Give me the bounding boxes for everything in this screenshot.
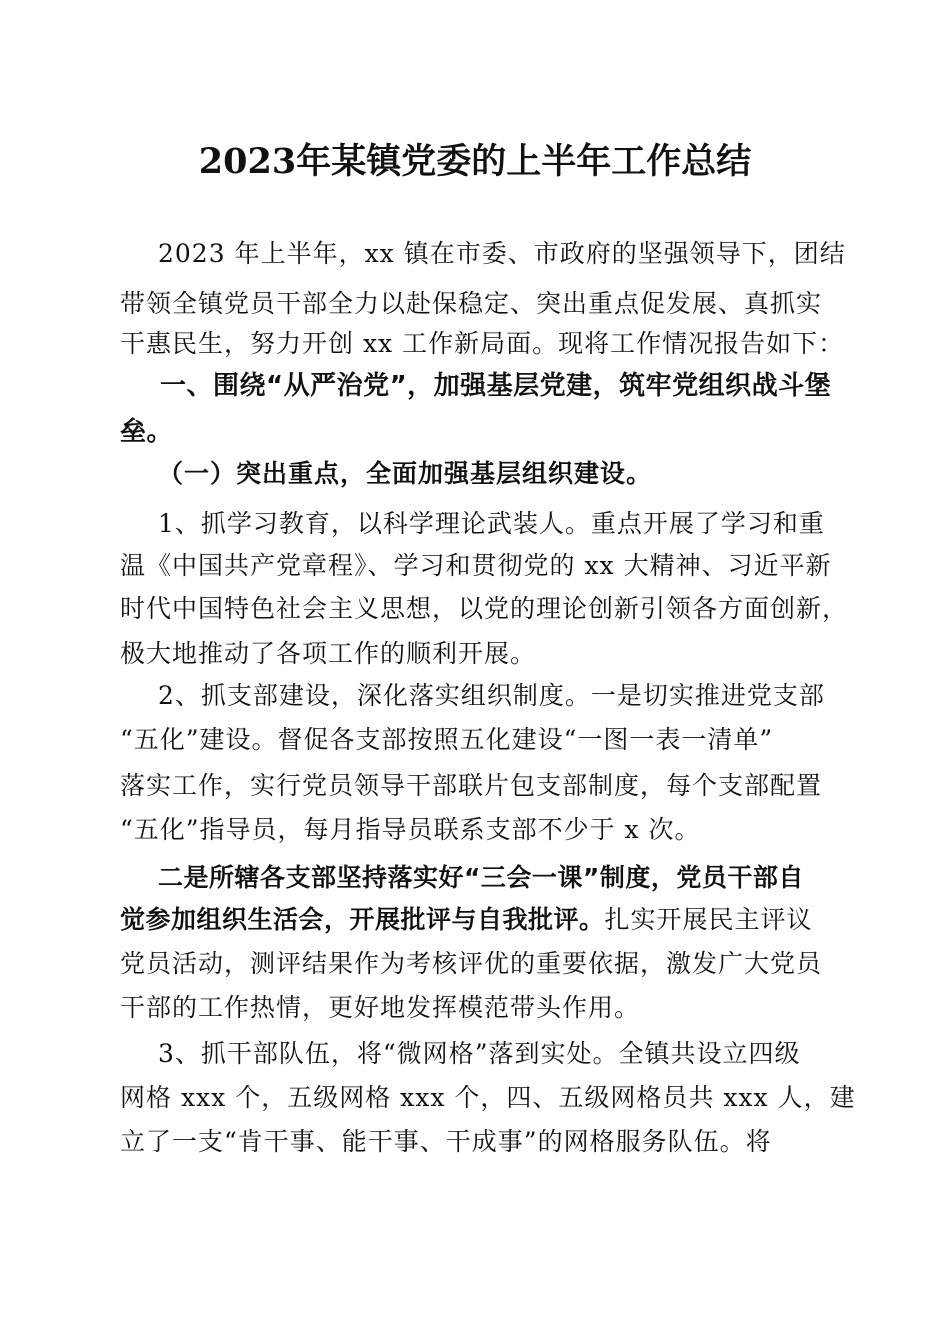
- paragraph-2-line-2: “五化”建设。督促各支部按照五化建设“一图一表一清单”: [120, 725, 774, 754]
- paragraph-line-3: 干惠民生，努力开创 xx 工作新局面。现将工作情况报告如下：: [120, 329, 845, 358]
- paragraph-1-line-4: 极大地推动了各项工作的顺利开展。: [120, 639, 537, 668]
- section-heading-line-2: 垒。: [120, 417, 174, 447]
- paragraph-1-line-3: 时代中国特色社会主义思想，以党的理论创新引领各方面创新，: [120, 594, 849, 623]
- paragraph-3-line-2: [120, 902, 950, 938]
- paragraph-3-line-1: 二是所辖各支部坚持落实好“三会一课”制度，党员干部自: [158, 863, 804, 892]
- paragraph-3-line-2-bold: 觉参加组织生活会，开展批评与自我批评。: [120, 905, 605, 934]
- paragraph-4-line-1: 3、抓干部队伍，将“微网格”落到实处。全镇共设立四级: [158, 1039, 801, 1068]
- subsection-heading: （一）突出重点，全面加强基层组织建设。: [158, 459, 653, 488]
- paragraph-3-line-2-regular: 扎实开展民主评议: [604, 905, 813, 934]
- paragraph-1-line-2: 温《中国共产党章程》、学习和贯彻党的 xx 大精神、习近平新: [120, 551, 832, 580]
- paragraph-4-line-3: 立了一支“肯干事、能干事、干成事”的网格服务队伍。将: [120, 1127, 772, 1156]
- document-title: 2023年某镇党委的上半年工作总结: [198, 141, 752, 182]
- paragraph-line-2: 带领全镇党员干部全力以赴保稳定、突出重点促发展、真抓实: [120, 289, 823, 318]
- paragraph-4-line-2: 网格 xxx 个，五级网格 xxx 个，四、五级网格员共 xxx 人，建: [120, 1083, 856, 1112]
- paragraph-2-line-4: “五化”指导员，每月指导员联系支部不少于 x 次。: [120, 815, 701, 844]
- paragraph-line-1: 2023 年上半年，xx 镇在市委、市政府的坚强领导下，团结: [158, 239, 846, 268]
- paragraph-2-line-3: 落实工作，实行党员领导干部联片包支部制度，每个支部配置: [120, 771, 823, 800]
- section-heading-line-1: 一、围绕“从严治党”，加强基层党建，筑牢党组织战斗堡: [160, 371, 832, 401]
- paragraph-3-line-3: 党员活动，测评结果作为考核评优的重要依据，激发广大党员: [120, 949, 823, 978]
- paragraph-1-line-1: 1、抓学习教育，以科学理论武装人。重点开展了学习和重: [158, 509, 825, 538]
- paragraph-3-line-4: 干部的工作热情，更好地发挥模范带头作用。: [120, 993, 641, 1022]
- paragraph-2-line-1: 2、抓支部建设，深化落实组织制度。一是切实推进党支部: [158, 681, 825, 710]
